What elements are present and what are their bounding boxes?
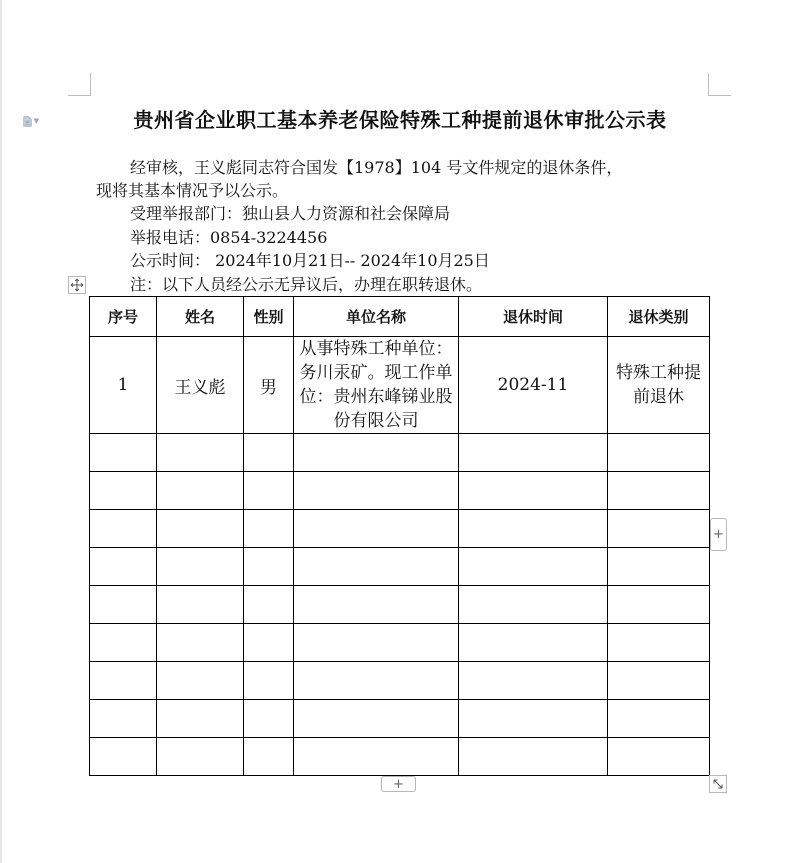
table-cell-empty[interactable] [459, 434, 608, 472]
document-glyph-icon [23, 115, 32, 128]
page-corner-top-right [708, 73, 731, 96]
move-handle-icon[interactable] [68, 276, 86, 294]
table-row [90, 337, 710, 434]
table-cell-empty[interactable] [244, 586, 294, 624]
resize-icon[interactable] [709, 775, 727, 793]
cell-gender[interactable]: 男 [244, 337, 294, 434]
add-column-icon[interactable]: + [710, 518, 727, 551]
table-cell-empty[interactable] [157, 624, 244, 662]
header-retire-type: 退休类别 [608, 297, 710, 337]
table-cell-empty[interactable] [90, 472, 157, 510]
table-cell-empty[interactable] [244, 434, 294, 472]
table-cell-empty[interactable] [294, 472, 459, 510]
note-text: 注：以下人员经公示无异议后，办理在职转退休。 [130, 275, 483, 294]
table-cell-empty[interactable] [244, 472, 294, 510]
table-cell-empty[interactable] [459, 472, 608, 510]
table-cell-empty[interactable] [459, 624, 608, 662]
table-row-empty [90, 472, 710, 510]
retirement-table [89, 296, 710, 776]
table-cell-empty[interactable] [157, 662, 244, 700]
period-text: 公示时间： 2024年10月21日-- 2024年10月25日 [130, 251, 490, 270]
table-cell-empty[interactable] [294, 624, 459, 662]
table-cell-empty[interactable] [157, 434, 244, 472]
cell-index[interactable]: 1 [90, 337, 157, 434]
add-row-icon[interactable]: + [381, 776, 416, 792]
table-cell-empty[interactable] [294, 434, 459, 472]
table-cell-empty[interactable] [608, 700, 710, 738]
department-text: 受理举报部门：独山县人力资源和社会保障局 [130, 204, 451, 223]
table-cell-empty[interactable] [294, 586, 459, 624]
table-cell-empty[interactable] [157, 548, 244, 586]
table-row-empty [90, 510, 710, 548]
header-name: 姓名 [157, 297, 244, 337]
chevron-down-icon: ▼ [33, 117, 39, 125]
cell-retire-type[interactable]: 特殊工种提前退休 [608, 337, 710, 434]
table-cell-empty[interactable] [608, 548, 710, 586]
table-row-empty [90, 434, 710, 472]
table-header-row [90, 297, 710, 337]
header-index: 序号 [90, 297, 157, 337]
header-unit: 单位名称 [294, 297, 459, 337]
table-cell-empty[interactable] [90, 434, 157, 472]
table-cell-empty[interactable] [90, 662, 157, 700]
table-cell-empty[interactable] [459, 700, 608, 738]
table-row-empty [90, 662, 710, 700]
four-arrows-icon [70, 278, 84, 292]
table-cell-empty[interactable] [90, 738, 157, 776]
table-cell-empty[interactable] [608, 662, 710, 700]
header-gender: 性别 [244, 297, 294, 337]
table-cell-empty[interactable] [294, 662, 459, 700]
intro-text-line2: 现将其基本情况予以公示。 [96, 181, 289, 200]
page-title: 贵州省企业职工基本养老保险特殊工种提前退休审批公示表 [133, 108, 667, 132]
table-cell-empty[interactable] [608, 738, 710, 776]
cell-retire-time[interactable]: 2024-11 [459, 337, 608, 434]
table-cell-empty[interactable] [459, 548, 608, 586]
table-cell-empty[interactable] [244, 662, 294, 700]
diagonal-arrow-icon [712, 778, 724, 790]
table-cell-empty[interactable] [459, 738, 608, 776]
table-cell-empty[interactable] [244, 700, 294, 738]
table-cell-empty[interactable] [459, 510, 608, 548]
table-cell-empty[interactable] [459, 662, 608, 700]
table-cell-empty[interactable] [608, 510, 710, 548]
cell-name[interactable]: 王义彪 [157, 337, 244, 434]
header-retire-time: 退休时间 [459, 297, 608, 337]
table-cell-empty[interactable] [608, 434, 710, 472]
document-icon[interactable] [23, 113, 39, 129]
table-cell-empty[interactable] [244, 510, 294, 548]
phone-text: 举报电话：0854-3224456 [130, 228, 328, 247]
table-cell-empty[interactable] [294, 738, 459, 776]
table-cell-empty[interactable] [90, 624, 157, 662]
table-row-empty [90, 700, 710, 738]
table-cell-empty[interactable] [608, 624, 710, 662]
table-cell-empty[interactable] [244, 548, 294, 586]
table-row-empty [90, 624, 710, 662]
table-cell-empty[interactable] [157, 700, 244, 738]
table-cell-empty[interactable] [90, 510, 157, 548]
table-cell-empty[interactable] [90, 700, 157, 738]
table-cell-empty[interactable] [90, 586, 157, 624]
table-row-empty [90, 738, 710, 776]
table-cell-empty[interactable] [157, 510, 244, 548]
table-cell-empty[interactable] [157, 586, 244, 624]
table-cell-empty[interactable] [608, 586, 710, 624]
page-corner-top-left [68, 73, 91, 96]
table-row-empty [90, 548, 710, 586]
table-cell-empty[interactable] [294, 510, 459, 548]
table-cell-empty[interactable] [157, 472, 244, 510]
table-cell-empty[interactable] [608, 472, 710, 510]
table-cell-empty[interactable] [459, 586, 608, 624]
page-left-edge [0, 0, 2, 863]
table-cell-empty[interactable] [244, 738, 294, 776]
table-cell-empty[interactable] [294, 548, 459, 586]
table-cell-empty[interactable] [90, 548, 157, 586]
intro-text-line1: 经审核，王义彪同志符合国发【1978】104 号文件规定的退休条件， [130, 158, 623, 177]
table-row-empty [90, 586, 710, 624]
table-cell-empty[interactable] [294, 700, 459, 738]
table-cell-empty[interactable] [157, 738, 244, 776]
table-cell-empty[interactable] [244, 624, 294, 662]
cell-unit[interactable]: 从事特殊工种单位：务川汞矿。现工作单位：贵州东峰锑业股份有限公司 [294, 337, 459, 434]
